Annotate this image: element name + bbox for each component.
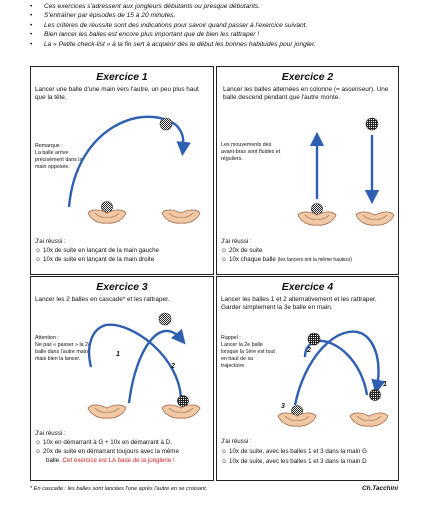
ball-label-3: 3 [281, 403, 285, 410]
exercise-3-panel [30, 276, 214, 481]
intro-item: • La « Petite check-list » à la fin sert à acquérir dès le début les bonnes habitudes pour jongler. [30, 40, 422, 49]
exercise-4-result-title: J'ai réussi : [221, 438, 252, 445]
exercise-1-remark: Remarque : La balle arrive précisément dans la main opposée. [35, 143, 83, 170]
ball-icon [102, 202, 113, 213]
exercise-4-title: Exercice 4 [281, 282, 334, 293]
right-hand-icon [162, 210, 200, 223]
intro-item: • Bien lancer les balles est encore plus important que de bien les rattraper ! [30, 30, 422, 39]
ball-icon [160, 118, 172, 130]
exercise-3-instruction: Lancer les 2 balles en cascade* et les rattraper. [35, 296, 170, 303]
intro-item: • S'entraîner par épisodes de 15 à 20 minutes. [30, 11, 422, 20]
exercise-1-criterion: ☺ 10x de suite en lançant de la main droite [35, 256, 155, 263]
exercise-4-criterion: ☺ 10x de suite, avec les balles 1 et 3 dans la main G [221, 448, 367, 455]
exercise-3-criterion: ☺ 10x en démarrant à G + 10x en démarrant à D. [35, 439, 172, 446]
ball-icon [178, 396, 189, 407]
exercise-1-result-title: J'ai réussi : [35, 238, 66, 245]
exercise-3-title: Exercice 3 [96, 282, 148, 293]
exercise-2-title: Exercice 2 [281, 72, 334, 83]
ball-icon [159, 313, 171, 325]
exercise-2-criterion-note: (les lancers ont la même hauteur) [277, 257, 353, 263]
exercise-4-instruction: Lancer les balles 1 et 2 alternativement et les rattraper. Garder simplement la 3e balle en main. [221, 296, 377, 311]
ball-icon [312, 204, 323, 215]
intro-item: • Les critères de réussite sont des indications pour savoir quand passer à l'exercice suivant. [30, 21, 422, 30]
exercise-3-criterion [46, 456, 175, 465]
exercise-3-result-title: J'ai réussi : [35, 430, 66, 437]
footnote: * En cascade : les balles sont lancées l'une après l'autre en se croisant. [30, 486, 208, 492]
exercise-3-emphasis: Cet exercice est LA base de la jonglerie ! [62, 457, 175, 464]
intro-item: • Ces exercices s'adressent aux jongleurs débutants ou presque débutants. [30, 2, 422, 11]
exercise-3-criterion-end: balle. [46, 457, 61, 464]
right-hand-icon [162, 405, 200, 418]
exercise-2-remark: Les mouvements des avant-bras sont fluides et réguliers. [221, 142, 281, 162]
exercise-2-criterion [221, 255, 352, 265]
throw-label-2: 2 [171, 363, 175, 370]
right-hand-icon [356, 212, 394, 225]
exercise-3-remark: Attention : Ne pas « passer » la 2e balle dans l'autre main, mais bien la lancer. [35, 335, 91, 362]
ball-icon [308, 333, 320, 345]
exercise-3-criterion: ☺ 20x de suite en démarrant toujours avec la même [35, 448, 179, 455]
ball-label-1: 1 [383, 381, 387, 388]
throw-label-1: 1 [116, 351, 120, 358]
exercise-1-instruction: Lancer une balle d'une main vers l'autre, un peu plus haut que la tête. [35, 86, 199, 101]
ball-icon [366, 118, 378, 130]
exercise-1-criterion: ☺ 10x de suite en lançant de la main gauche [35, 247, 159, 254]
ball-label-2: 2 [307, 347, 311, 354]
exercise-4-criterion: ☺ 10x de suite, avec les balles 1 et 3 dans la main D [221, 458, 367, 465]
exercise-1-title: Exercice 1 [96, 72, 148, 83]
exercise-2-criterion: ☺ 20x de suite [221, 247, 263, 254]
ball-icon [370, 390, 381, 401]
exercise-2-result-title: J'ai réussi : [221, 238, 252, 245]
intro-list [30, 2, 422, 49]
exercise-2-instruction: Lancer les balles alternées en colonne (= ascenseur). Une balle descend pendant que l'autre monte. [223, 86, 389, 101]
exercise-4-panel [216, 276, 399, 481]
signature: Ch.Tacchini [362, 485, 398, 492]
left-hand-icon [88, 405, 126, 418]
exercise-2-criterion-text: ☺ 10x chaque balle [221, 256, 276, 263]
right-hand-icon [350, 413, 388, 426]
exercise-4-remark: Rappel : Lancer la 2e balle lorsque la 1ère est tout en haut de sa trajectoire. [221, 335, 275, 369]
exercise-2-panel [216, 66, 399, 275]
exercise-1-panel [30, 66, 214, 275]
